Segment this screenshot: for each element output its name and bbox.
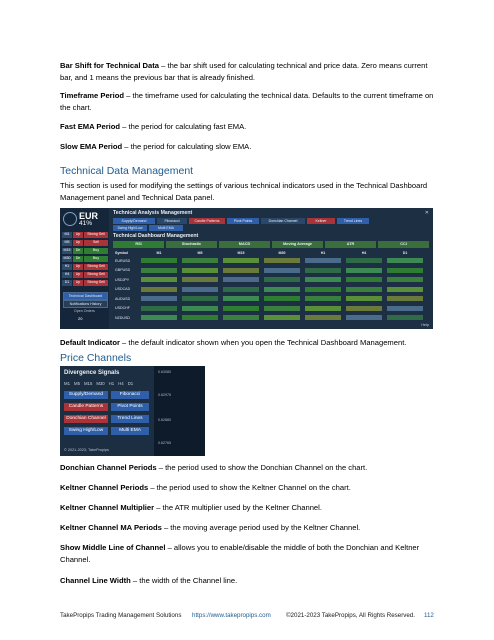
rsi-cell (182, 268, 218, 273)
rsi-cell (387, 306, 423, 311)
timeframe-header: H1 (320, 251, 326, 255)
rsi-cell (264, 258, 300, 263)
dashboard-management-title: Technical Dashboard Management (113, 233, 199, 239)
para-keltner-ma: Keltner Channel MA Periods – the moving average period used by the Keltner Channel. (60, 523, 361, 532)
signal-badge: Buy (84, 248, 108, 254)
rsi-cell (182, 258, 218, 263)
para-keltner: Keltner Channel Periods – the period used to show the Keltner Channel on the chart. (60, 483, 351, 492)
button-swing-high-low[interactable]: Swing High/Low (64, 427, 108, 435)
indicator-stochastic[interactable]: Stochastic (166, 241, 217, 248)
timeframe-label: M5 (73, 381, 80, 386)
timeframe-label: M1 (64, 381, 70, 386)
rsi-cell (223, 268, 259, 273)
price-label: 0.63080 (158, 370, 171, 374)
timeframe-label: H4 (118, 381, 124, 386)
timeframe-label: M15 (83, 381, 93, 386)
footer-rights: ©2021-2023 TakePropips, All Rights Reserved. (286, 612, 415, 619)
rsi-cell (305, 315, 341, 320)
signal-badge: Strong Sell (84, 272, 108, 278)
direction-badge: Up (73, 240, 83, 246)
symbol-header: Symbol (115, 251, 128, 255)
para-middle-line: Show Middle Line of Channel – allows you to enable/disable the middle of both the Donchian and Keltner Channel. (60, 543, 420, 564)
para-line-width: Channel Line Width – the width of the Channel line. (60, 576, 238, 585)
trend-row (62, 240, 108, 246)
button-donchian-channel[interactable]: Donchian Channel (64, 415, 108, 423)
trend-side-panel (60, 208, 109, 329)
timeframe-header: H4 (361, 251, 367, 255)
rsi-cell (346, 258, 382, 263)
indicator-macd[interactable]: MACD (219, 241, 270, 248)
tab-multi-ema[interactable]: Multi EMA (149, 225, 183, 231)
rsi-cell (346, 287, 382, 292)
rsi-cell (182, 277, 218, 282)
timeframe-label: M30 (96, 381, 105, 386)
timeframe-header: M1 (156, 251, 162, 255)
direction-badge: Dn (73, 256, 83, 262)
notifications-history-button[interactable]: Notifications History (63, 300, 108, 308)
rsi-cell (387, 277, 423, 282)
button-supply-demand[interactable]: Supply/Demand (64, 391, 108, 399)
signal-badge: Strong Sell (84, 280, 108, 286)
gauge-icon (63, 212, 77, 226)
para-fast-ema: Fast EMA Period – the period for calculating fast EMA. (60, 122, 247, 131)
rsi-cell (223, 258, 259, 263)
rsi-cell (141, 287, 177, 292)
price-label: 0.62975 (158, 393, 171, 397)
para-slow-ema: Slow EMA Period – the period for calculating slow EMA. (60, 142, 252, 151)
rsi-cell (264, 268, 300, 273)
timeframe-label: D1 (127, 381, 134, 386)
rsi-cell (264, 277, 300, 282)
strength-percent: 41% (79, 220, 93, 227)
symbol-label: AUDUSD (115, 296, 131, 301)
button-pivot-points[interactable]: Pivot Points (111, 403, 149, 411)
timeframe-header: M15 (237, 251, 245, 255)
rsi-cell (305, 306, 341, 311)
page-number: 112 (424, 612, 434, 619)
close-icon[interactable]: ✕ (424, 210, 429, 216)
tab-donchian-channel[interactable]: Donchian Channel (261, 218, 305, 224)
para-donchian: Donchian Channel Periods – the period used to show the Donchian Channel on the chart. (60, 463, 368, 472)
rsi-cell (141, 296, 177, 301)
direction-badge: Up (73, 232, 83, 238)
rsi-cell (387, 315, 423, 320)
analysis-management-panel (111, 208, 433, 329)
para-tdm-intro: This section is used for modifying the settings of various technical indicators used in the Technical Dashboard Management panel and Technical Data panel. (60, 181, 428, 202)
symbol-label: GBPUSD (115, 268, 131, 272)
rsi-cell (346, 315, 382, 320)
open-orders-label: Open Orders (74, 309, 95, 313)
trend-row (62, 248, 108, 254)
button-candle-patterns[interactable]: Candle Patterns (64, 403, 108, 411)
para-timeframe: Timeframe Period – the timeframe used for calculating the technical data. Defaults to the current timeframe on the chart. (60, 91, 434, 112)
rsi-cell (264, 306, 300, 311)
rsi-cell (141, 306, 177, 311)
rsi-cell (387, 296, 423, 301)
rsi-cell (141, 315, 177, 320)
help-link[interactable]: Help (421, 323, 429, 327)
trend-row (62, 280, 108, 286)
direction-badge: Dn (73, 248, 83, 254)
open-orders-count: 20 (78, 316, 83, 321)
direction-badge: Up (73, 264, 83, 270)
signal-badge: Buy (84, 256, 108, 262)
rsi-cell (182, 306, 218, 311)
rsi-cell (346, 296, 382, 301)
tab-swing-high-low[interactable]: Swing High/Low (113, 225, 147, 231)
rsi-cell (264, 296, 300, 301)
rsi-cell (346, 268, 382, 273)
rsi-cell (141, 268, 177, 273)
trend-row (62, 264, 108, 270)
para-keltner-multiplier: Keltner Channel Multiplier – the ATR multiplier used by the Keltner Channel. (60, 503, 322, 512)
price-label: 0.62880 (158, 418, 171, 422)
timeframe-label: H1 (62, 264, 72, 270)
rsi-cell (264, 287, 300, 292)
tab-trend-lines[interactable]: Trend Lines (337, 218, 369, 224)
heading-technical-data-management: Technical Data Management (60, 165, 194, 177)
symbol-label: USDCHF (115, 306, 130, 310)
tab-keltner[interactable]: Keltner (307, 218, 335, 224)
footer-url[interactable]: https://www.takepropips.com (192, 612, 271, 619)
direction-badge: Up (73, 272, 83, 278)
copyright-label: © 2021-2023, TakePropips (64, 448, 109, 452)
symbol-label: USDJPY (115, 277, 130, 282)
timeframe-label: M1 (62, 232, 72, 238)
rsi-cell (305, 287, 341, 292)
tab-supply-demand[interactable]: Supply/Demand (113, 218, 155, 224)
rsi-cell (223, 315, 259, 320)
timeframe-label: M30 (63, 256, 71, 260)
technical-dashboard-screenshot (60, 208, 433, 329)
para-default-indicator: Default Indicator – the default indicator shown when you open the Technical Dashboard Management. (60, 338, 407, 347)
heading-price-channels: Price Channels (60, 352, 132, 364)
indicator-atr[interactable]: ATR (325, 241, 376, 248)
tab-pivot-points[interactable]: Pivot Points (227, 218, 259, 224)
rsi-cell (346, 277, 382, 282)
para-bar-shift: Bar Shift for Technical Data – the bar shift used for calculating technical and price data. Zero means current bar, and 1 means the previous bar that is already finished. (60, 61, 428, 82)
symbol-label: EURUSD (115, 258, 131, 263)
signal-badge: Sell (84, 240, 108, 246)
button-trend-lines[interactable]: Trend Lines (111, 415, 149, 423)
rsi-cell (223, 296, 259, 301)
divergence-signals-title: Divergence Signals (64, 370, 120, 376)
trend-row (62, 232, 108, 238)
price-axis (154, 366, 205, 456)
rsi-cell (305, 296, 341, 301)
trend-row (62, 256, 108, 262)
indicator-cci[interactable]: CCI (378, 241, 429, 248)
symbol-label: NZDUSD (115, 315, 130, 320)
rsi-cell (264, 315, 300, 320)
button-multi-ema[interactable]: Multi EMA (111, 427, 149, 435)
rsi-cell (223, 287, 259, 292)
indicator-moving-average[interactable]: Moving Average (272, 241, 323, 248)
rsi-cell (387, 258, 423, 263)
timeframe-label: H4 (62, 272, 72, 278)
rsi-cell (387, 287, 423, 292)
button-fibonacci[interactable]: Fibonacci (111, 391, 149, 399)
tab-candle-patterns[interactable]: Candle Patterns (189, 218, 225, 224)
analysis-management-title: Technical Analysis Management (113, 210, 193, 216)
timeframe-header: D1 (402, 251, 408, 255)
footer-company: TakePropips Trading Management Solutions (60, 612, 182, 619)
divergence-signals-screenshot (60, 366, 205, 456)
trend-row (62, 272, 108, 278)
tab-fibonacci[interactable]: Fibonacci (157, 218, 187, 224)
direction-badge: Up (73, 280, 83, 286)
signal-badge: Strong Sell (84, 264, 108, 270)
symbol-label: USDCAD (115, 287, 131, 291)
timeframe-label: D1 (62, 280, 72, 286)
rsi-cell (141, 277, 177, 282)
timeframe-row (64, 381, 137, 386)
currency-label: EUR (79, 211, 99, 221)
rsi-cell (141, 258, 177, 263)
rsi-cell (387, 268, 423, 273)
rsi-cell (305, 268, 341, 273)
rsi-cell (305, 277, 341, 282)
timeframe-label: M15 (63, 248, 71, 252)
timeframe-header: M30 (278, 251, 286, 255)
technical-dashboard-button[interactable]: Technical Dashboard (63, 292, 108, 300)
timeframe-label: M5 (62, 240, 72, 246)
rsi-cell (223, 277, 259, 282)
price-label: 0.62765 (158, 441, 171, 445)
timeframe-header: M5 (197, 251, 203, 255)
rsi-cell (182, 296, 218, 301)
indicator-rsi[interactable]: RSI (113, 241, 164, 248)
signal-badge: Strong Sell (84, 232, 108, 238)
timeframe-label: H1 (108, 381, 115, 386)
rsi-cell (182, 315, 218, 320)
rsi-cell (305, 258, 341, 263)
rsi-cell (182, 287, 218, 292)
rsi-cell (346, 306, 382, 311)
rsi-cell (223, 306, 259, 311)
